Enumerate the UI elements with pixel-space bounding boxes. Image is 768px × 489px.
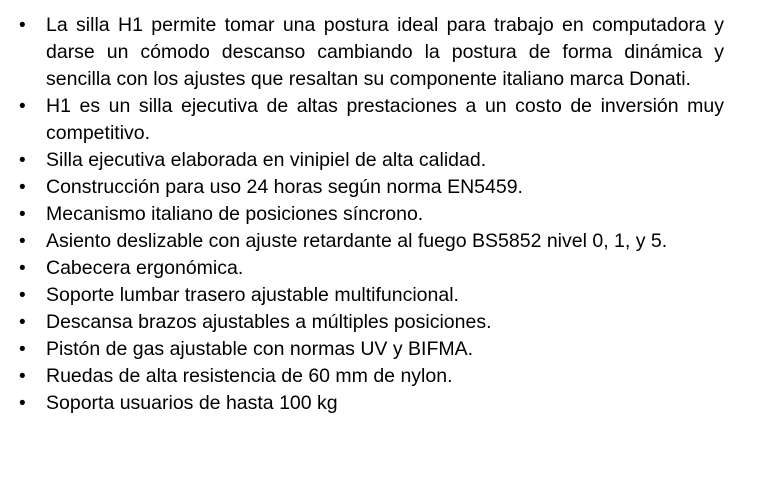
- bullet-icon: •: [19, 285, 26, 306]
- list-item: [19, 282, 724, 309]
- list-item-text: Descansa brazos ajustables a múltiples posiciones.: [46, 311, 492, 333]
- list-item-text: Soporta usuarios de hasta 100 kg: [46, 392, 338, 414]
- list-item-text: Silla ejecutiva elaborada en vinipiel de alta calidad.: [46, 149, 487, 171]
- list-item: [19, 309, 724, 336]
- list-item-text: Pistón de gas ajustable con normas UV y BIFMA.: [46, 338, 474, 360]
- bullet-icon: •: [19, 177, 26, 198]
- list-item-text: La silla H1 permite tomar una postura ideal para trabajo en computadora y darse un cómodo descanso cambiando la postura de forma dinámica y sencilla con los ajustes que resaltan su componente italiano marca Donati.: [46, 14, 724, 90]
- bullet-icon: •: [19, 150, 26, 171]
- feature-list: [19, 12, 724, 417]
- list-item: [19, 147, 724, 174]
- list-item-text: Construcción para uso 24 horas según norma EN5459.: [46, 176, 523, 198]
- list-item-text: Soporte lumbar trasero ajustable multifuncional.: [46, 284, 459, 306]
- bullet-icon: •: [19, 366, 26, 387]
- list-item: [19, 363, 724, 390]
- bullet-icon: •: [19, 393, 26, 414]
- list-item: [19, 255, 724, 282]
- list-item: [19, 93, 724, 147]
- list-item-text: Mecanismo italiano de posiciones síncrono.: [46, 203, 424, 225]
- list-item: [19, 228, 724, 255]
- bullet-icon: •: [19, 15, 26, 36]
- list-item-text: H1 es un silla ejecutiva de altas prestaciones a un costo de inversión muy competitivo.: [46, 95, 724, 144]
- bullet-icon: •: [19, 204, 26, 225]
- list-item-text: Cabecera ergonómica.: [46, 257, 244, 279]
- bullet-icon: •: [19, 258, 26, 279]
- bullet-icon: •: [19, 339, 26, 360]
- list-item: [19, 174, 724, 201]
- list-item: [19, 336, 724, 363]
- list-item: [19, 12, 724, 93]
- list-item-text: Ruedas de alta resistencia de 60 mm de nylon.: [46, 365, 453, 387]
- list-item: [19, 390, 724, 417]
- list-item: [19, 201, 724, 228]
- bullet-icon: •: [19, 231, 26, 252]
- list-item-text: Asiento deslizable con ajuste retardante al fuego BS5852 nivel 0, 1, y 5.: [46, 230, 668, 252]
- bullet-icon: •: [19, 312, 26, 333]
- bullet-icon: •: [19, 96, 26, 117]
